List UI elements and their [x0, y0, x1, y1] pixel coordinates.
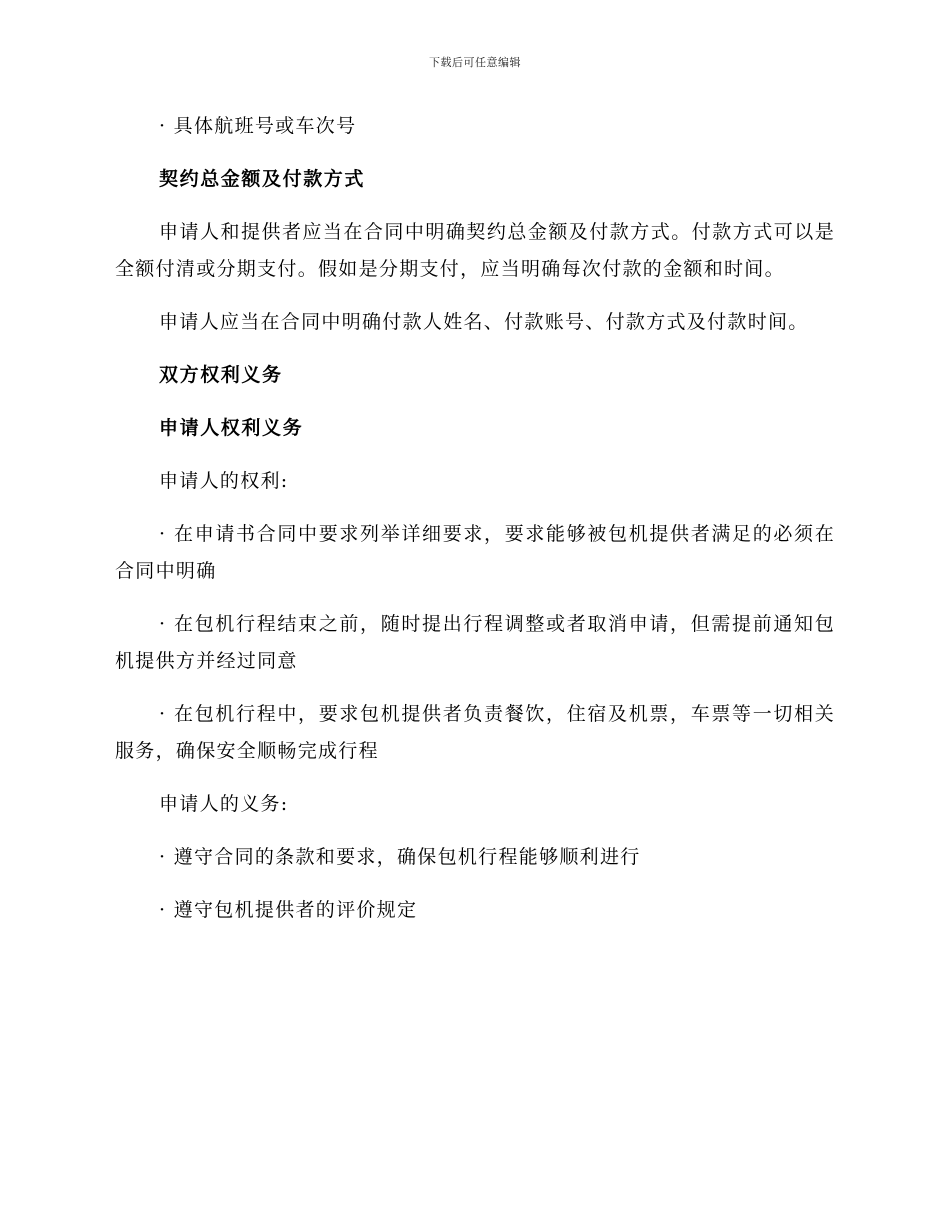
heading-total-amount-payment: 契约总金额及付款方式	[159, 168, 366, 190]
document-body	[115, 108, 835, 945]
bullet-detailed-requirements: · 在申请书合同中要求列举详细要求，要求能够被包机提供者满足的必须在合同中明确	[115, 523, 835, 582]
bullet-itinerary-adjustment: · 在包机行程结束之前，随时提出行程调整或者取消申请，但需提前通知包机提供方并经过同意	[115, 613, 835, 672]
paragraph-payment-method: 申请人和提供者应当在合同中明确契约总金额及付款方式。付款方式可以是全额付清或分期支付。假如是分期支付，应当明确每次付款的金额和时间。	[115, 221, 835, 280]
label-applicant-rights: 申请人的权利:	[159, 470, 289, 492]
bullet-comply-evaluation: · 遵守包机提供者的评价规定	[159, 899, 418, 921]
bullet-comply-contract: · 遵守合同的条款和要求，确保包机行程能够顺利进行	[159, 846, 641, 868]
heading-applicant-rights-obligations: 申请人权利义务	[159, 417, 304, 439]
heading-rights-obligations: 双方权利义务	[159, 364, 283, 386]
paragraph-payer-details: 申请人应当在合同中明确付款人姓名、付款账号、付款方式及付款时间。	[159, 311, 809, 333]
bullet-related-services: · 在包机行程中，要求包机提供者负责餐饮，住宿及机票，车票等一切相关服务，确保安全顺畅完成行程	[115, 703, 835, 762]
page-header-note: 下载后可任意编辑	[429, 56, 521, 69]
label-applicant-obligations: 申请人的义务:	[159, 793, 289, 815]
bullet-flight-number: · 具体航班号或车次号	[159, 115, 357, 137]
